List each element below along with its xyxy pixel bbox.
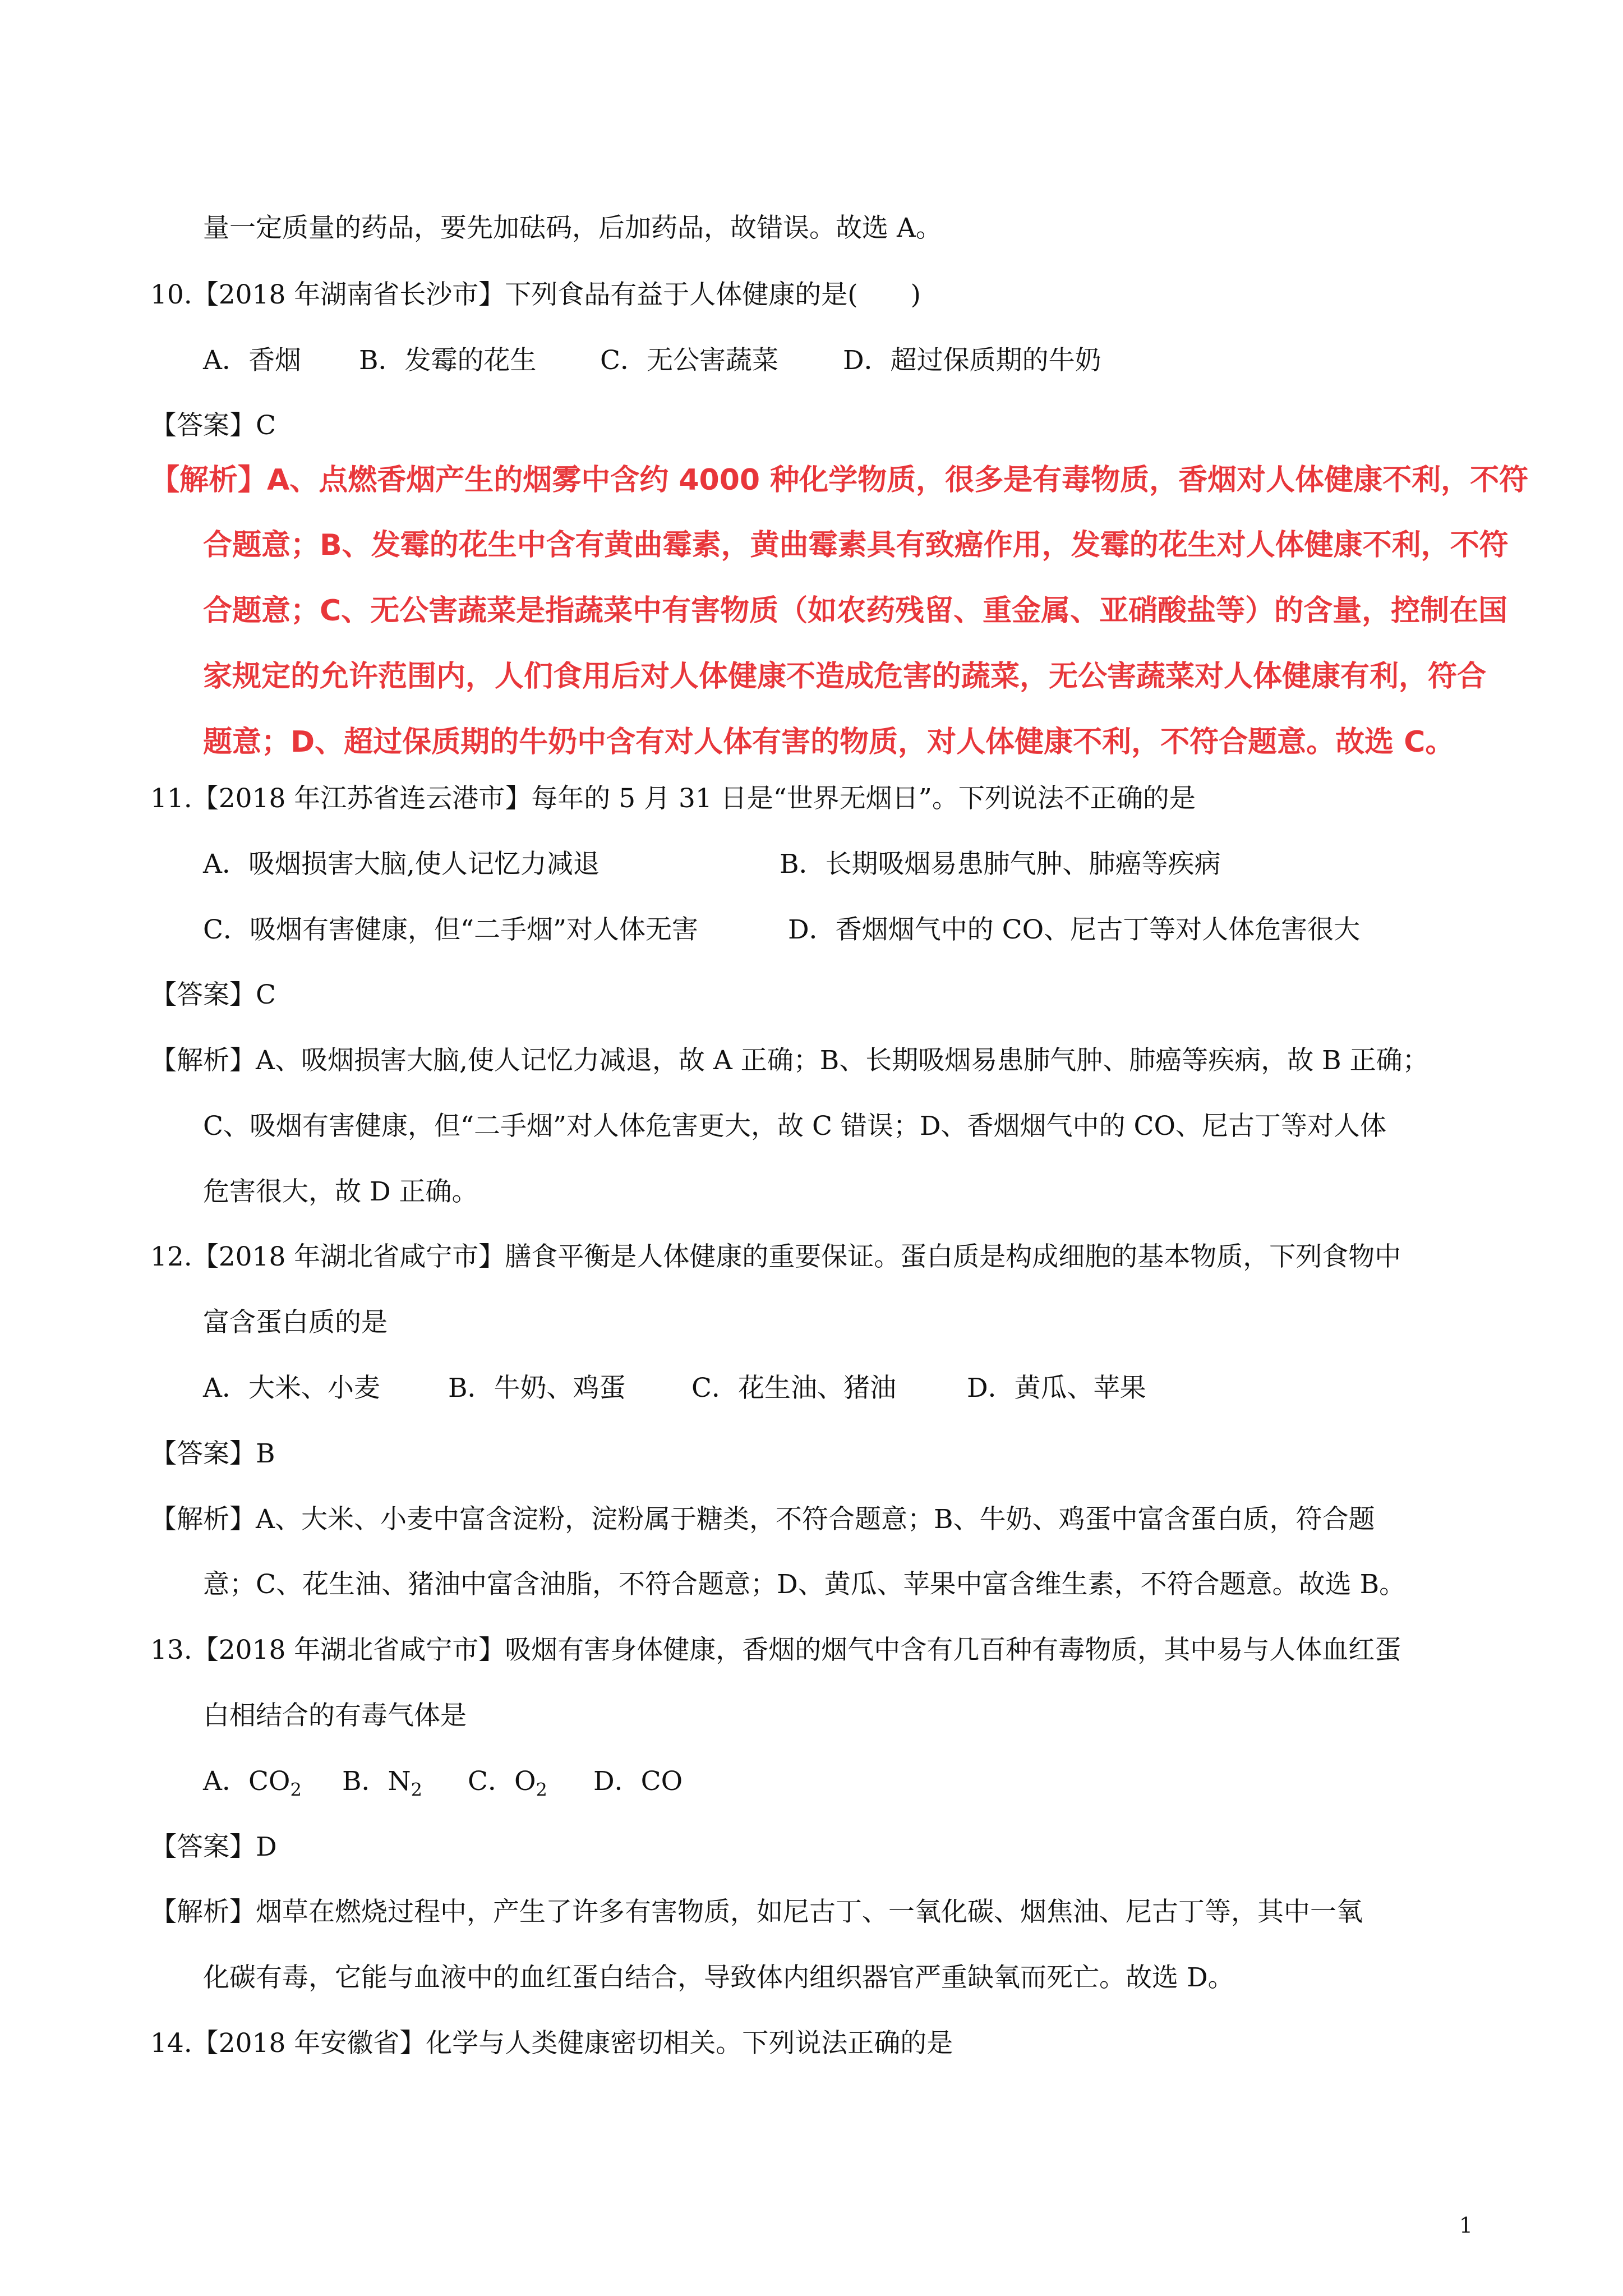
q10-analysis-line-4: 家规定的允许范围内，人们食用后对人体健康不造成危害的蔬菜，无公害蔬菜对人体健康有利，符合 [203, 660, 1487, 693]
q12-stem-line-2: 富含蛋白质的是 [203, 1307, 388, 1338]
q13-option-a-text: A．CO [203, 1766, 291, 1797]
q10-option-a: A．香烟 [203, 345, 301, 376]
q13-option-c-subscript: 2 [536, 1779, 547, 1801]
q12-analysis-line-2: 意；C、花生油、猪油中富含油脂，不符合题意；D、黄瓜、苹果中富含维生素，不符合题意。故选 B。 [203, 1569, 1406, 1600]
q12-analysis-line-1: 【解析】A、大米、小麦中富含淀粉，淀粉属于糖类，不符合题意；B、牛奶、鸡蛋中富含蛋白质，符合题 [150, 1504, 1375, 1535]
q12-option-b: B．牛奶、鸡蛋 [448, 1373, 626, 1404]
q12-stem-line-1: 12.【2018 年湖北省咸宁市】膳食平衡是人体健康的重要保证。蛋白质是构成细胞的基本物质，下列食物中 [150, 1241, 1401, 1272]
q10-analysis-line-2: 合题意；B、发霉的花生中含有黄曲霉素，黄曲霉素具有致癌作用，发霉的花生对人体健康不利，不符 [203, 528, 1509, 562]
q10-option-c: C．无公害蔬菜 [600, 345, 778, 376]
q13-option-b [342, 1766, 468, 1801]
q14-stem: 14.【2018 年安徽省】化学与人类健康密切相关。下列说法正确的是 [150, 2028, 953, 2059]
q13-analysis-line-2: 化碳有毒，它能与血液中的血红蛋白结合，导致体内组织器官严重缺氧而死亡。故选 D。 [203, 1962, 1234, 1993]
page-number: 1 [1459, 2213, 1473, 2238]
q10-answer: 【答案】C [150, 410, 276, 441]
q11-options-row-1 [203, 849, 1221, 880]
q13-analysis-line-1: 【解析】烟草在燃烧过程中，产生了许多有害物质，如尼古丁、一氧化碳、烟焦油、尼古丁等，其中一氧 [150, 1897, 1363, 1927]
q10-options [203, 347, 1101, 374]
q11-stem: 11.【2018 年江苏省连云港市】每年的 5 月 31 日是“世界无烟日”。下列说法不正确的是 [150, 783, 1196, 814]
q10-option-b: B．发霉的花生 [359, 345, 537, 376]
q11-options-row-2 [203, 914, 1361, 945]
q11-analysis-line-3: 危害很大，故 D 正确。 [203, 1176, 478, 1207]
q13-option-c-text: C．O [468, 1766, 536, 1797]
q10-option-d: D．超过保质期的牛奶 [843, 345, 1101, 376]
q13-stem-line-2: 白相结合的有毒气体是 [203, 1700, 467, 1731]
q10-analysis-line-1: 【解析】A、点燃香烟产生的烟雾中含约 4000 种化学物质，很多是有毒物质，香烟对人体健康不利，不符 [150, 463, 1529, 497]
q13-option-c [468, 1766, 593, 1801]
q11-option-d: D．香烟烟气中的 CO、尼古丁等对人体危害很大 [788, 914, 1361, 945]
q13-stem-line-1: 13.【2018 年湖北省咸宁市】吸烟有害身体健康，香烟的烟气中含有几百种有毒物质，其中易与人体血红蛋 [150, 1635, 1401, 1665]
q13-option-b-subscript: 2 [411, 1779, 423, 1801]
q13-option-b-text: B．N [342, 1766, 411, 1797]
q13-option-d: D．CO [593, 1766, 683, 1797]
q12-answer: 【答案】B [150, 1438, 275, 1469]
q12-option-a: A．大米、小麦 [203, 1373, 380, 1404]
q12-option-c: C．花生油、猪油 [691, 1373, 896, 1404]
q13-option-a-subscript: 2 [290, 1779, 302, 1801]
q10-analysis-line-5: 题意；D、超过保质期的牛奶中含有对人体有害的物质，对人体健康不利，不符合题意。故选 C。 [203, 725, 1455, 759]
q11-analysis-line-2: C、吸烟有害健康，但“二手烟”对人体危害更大，故 C 错误；D、香烟烟气中的 CO、尼古丁等对人体 [203, 1111, 1386, 1142]
intro-line: 量一定质量的药品，要先加砝码，后加药品，故错误。故选 A。 [203, 213, 942, 243]
q13-option-a [203, 1766, 342, 1801]
q13-answer: 【答案】D [150, 1832, 277, 1862]
q11-option-b: B．长期吸烟易患肺气肿、肺癌等疾病 [780, 849, 1221, 880]
q11-option-a: A．吸烟损害大脑,使人记忆力减退 [203, 849, 600, 880]
q11-analysis-line-1: 【解析】A、吸烟损害大脑,使人记忆力减退，故 A 正确；B、长期吸烟易患肺气肿、肺癌等疾病，故 B 正确； [150, 1045, 1429, 1076]
q12-options [203, 1373, 1146, 1404]
q11-option-c: C．吸烟有害健康，但“二手烟”对人体无害 [203, 914, 699, 945]
q10-stem: 10.【2018 年湖南省长沙市】下列食品有益于人体健康的是( ) [150, 279, 921, 310]
q11-answer: 【答案】C [150, 979, 276, 1010]
q10-analysis-line-3: 合题意；C、无公害蔬菜是指蔬菜中有害物质（如农药残留、重金属、亚硝酸盐等）的含量，控制在国 [203, 594, 1508, 628]
q13-options [203, 1766, 683, 1801]
q12-option-d: D．黄瓜、苹果 [967, 1373, 1146, 1404]
